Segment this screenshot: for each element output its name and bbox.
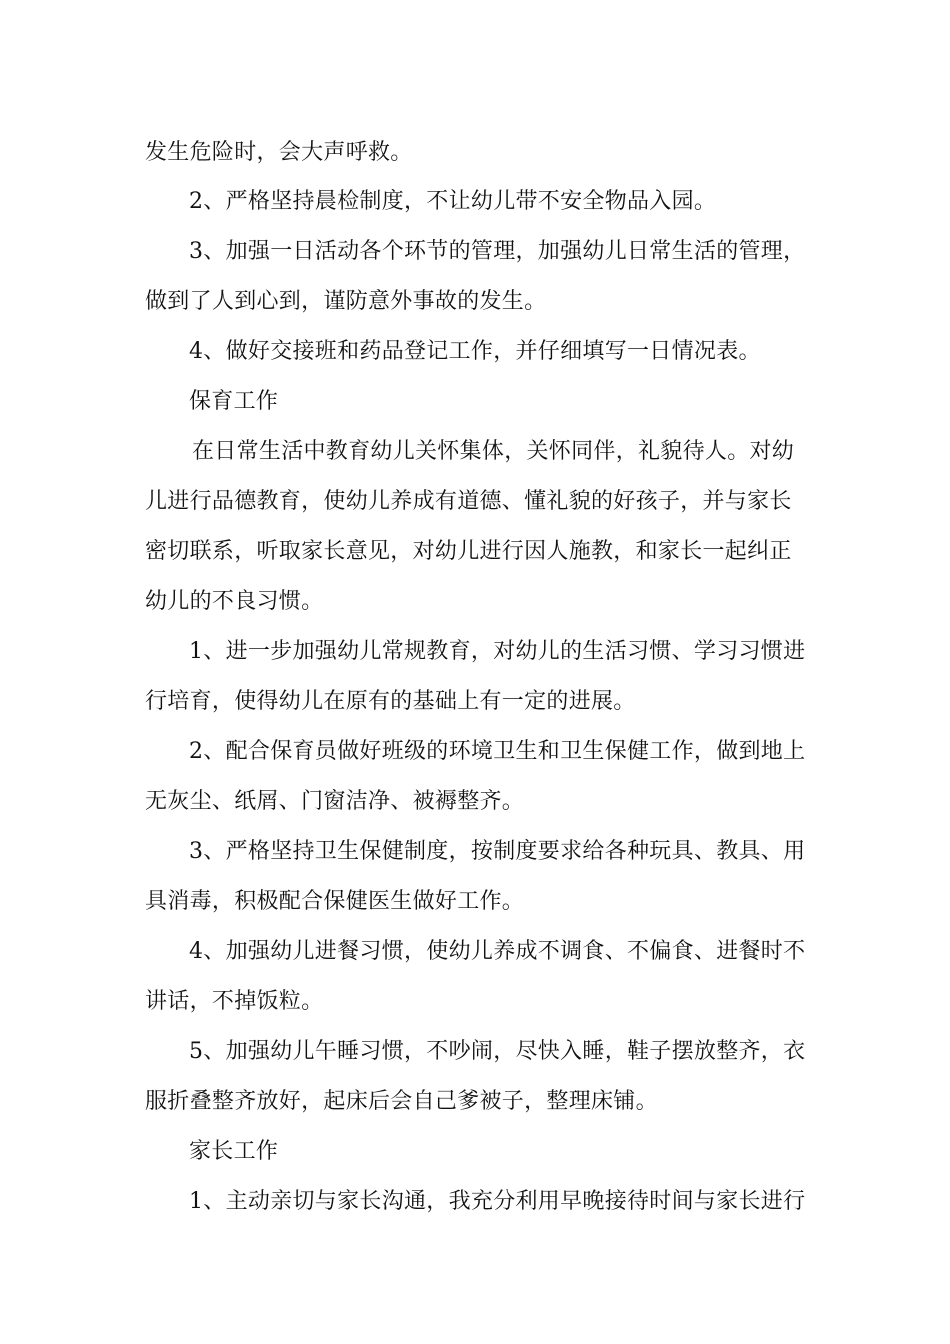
paragraph-line: 在日常生活中教育幼儿关怀集体，关怀同伴，礼貌待人。对幼 (192, 439, 795, 464)
list-item-3: 3、严格坚持卫生保健制度，按制度要求给各种玩具、教具、用 (189, 839, 806, 864)
text-line: 做到了人到心到，谨防意外事故的发生。 (145, 289, 547, 314)
list-item-1: 1、主动亲切与家长沟通，我充分利用早晚接待时间与家长进行 (189, 1189, 806, 1214)
section-heading-parents: 家长工作 (189, 1139, 279, 1164)
list-item-4: 4、加强幼儿进餐习惯，使幼儿养成不调食、不偏食、进餐时不 (189, 939, 806, 964)
text-line: 发生危险时，会大声呼救。 (145, 140, 413, 165)
list-item-2: 2、配合保育员做好班级的环境卫生和卫生保健工作，做到地上 (189, 739, 806, 764)
paragraph-line: 幼儿的不良习惯。 (145, 589, 324, 614)
text-line: 讲话，不掉饭粒。 (145, 989, 324, 1014)
list-item-3: 3、加强一日活动各个环节的管理，加强幼儿日常生活的管理， (189, 239, 806, 264)
list-item-4: 4、做好交接班和药品登记工作，并仔细填写一日情况表。 (189, 339, 761, 364)
paragraph-line: 儿进行品德教育，使幼儿养成有道德、懂礼貌的好孩子，并与家长 (145, 489, 792, 514)
text-line: 具消毒，积极配合保健医生做好工作。 (145, 889, 525, 914)
list-item-1: 1、进一步加强幼儿常规教育，对幼儿的生活习惯、学习习惯进 (189, 639, 806, 664)
list-item-2: 2、严格坚持晨检制度，不让幼儿带不安全物品入园。 (189, 189, 717, 214)
paragraph-line: 密切联系，听取家长意见，对幼儿进行因人施教，和家长一起纠正 (145, 539, 792, 564)
list-item-5: 5、加强幼儿午睡习惯，不吵闹，尽快入睡，鞋子摆放整齐，衣 (189, 1039, 806, 1064)
text-line: 无灰尘、纸屑、门窗洁净、被褥整齐。 (145, 789, 525, 814)
section-heading-childcare: 保育工作 (189, 389, 279, 414)
text-line: 服折叠整齐放好，起床后会自己爹被子，整理床铺。 (145, 1089, 658, 1114)
text-line: 行培育，使得幼儿在原有的基础上有一定的进展。 (145, 689, 636, 714)
